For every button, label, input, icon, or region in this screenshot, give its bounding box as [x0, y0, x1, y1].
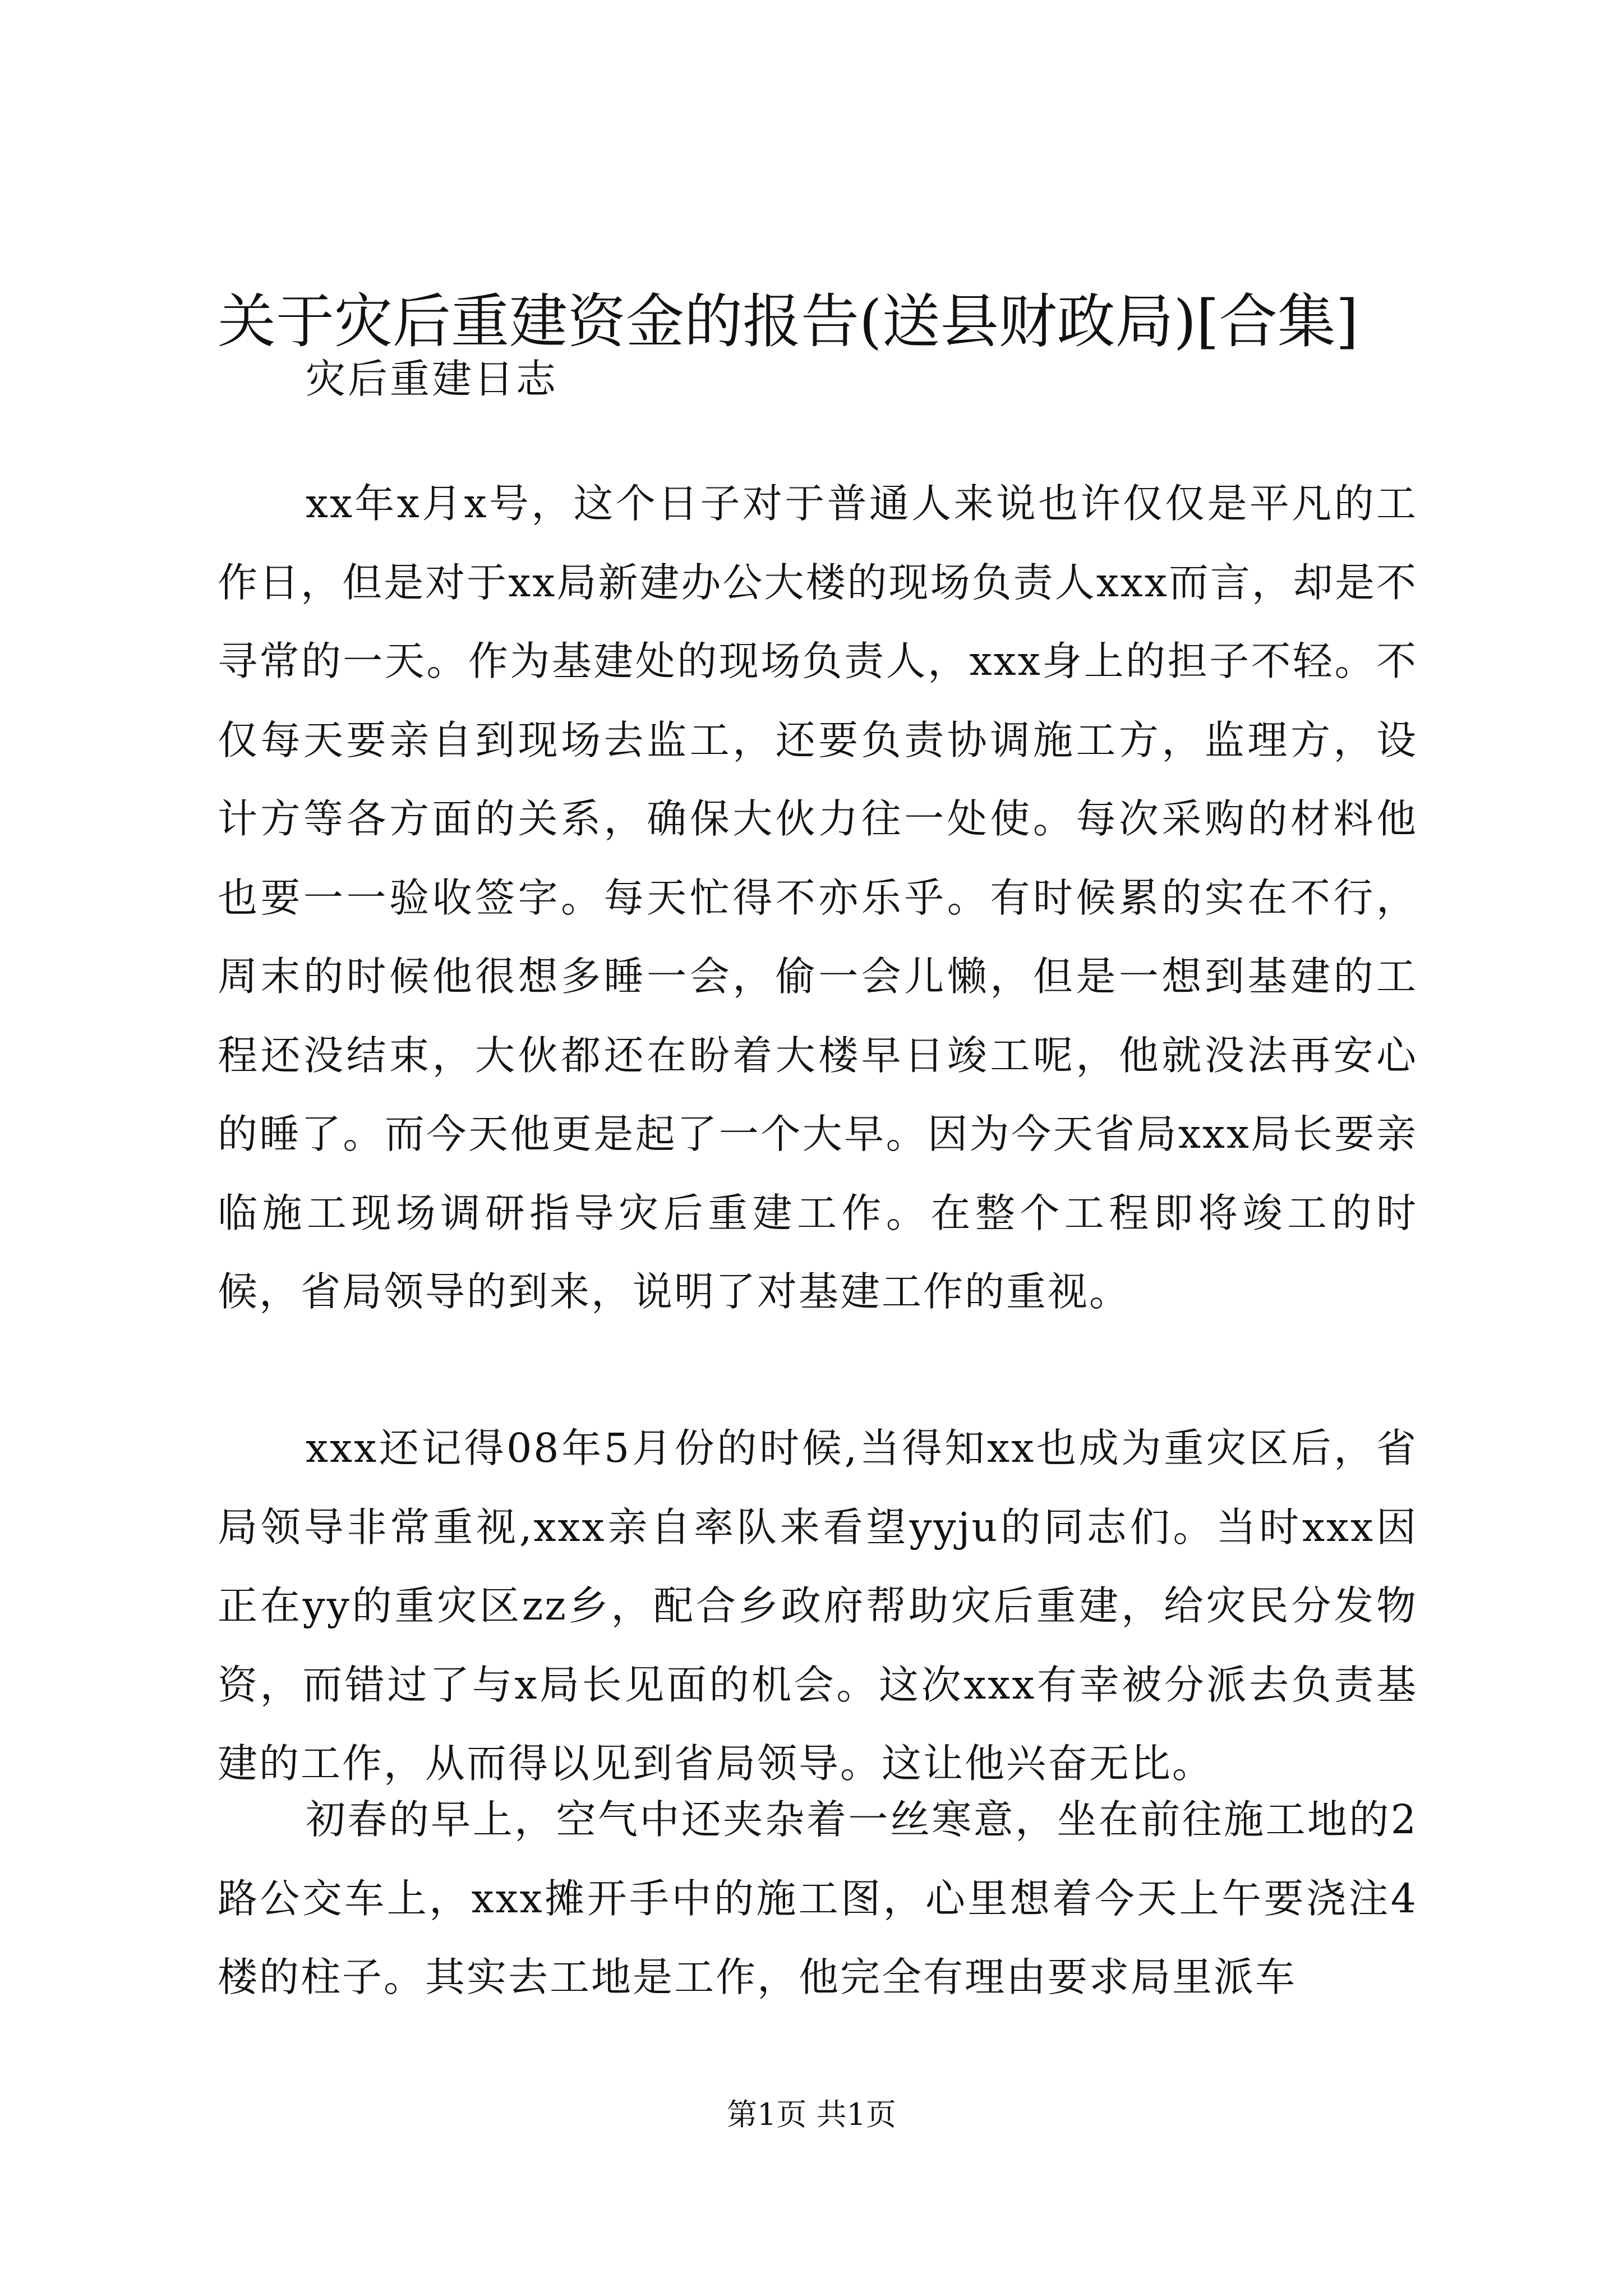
- document-subtitle: 灾后重建日志: [306, 356, 559, 402]
- page-footer: 第1页 共1页: [727, 2097, 896, 2132]
- document-title: 关于灾后重建资金的报告(送县财政局)[合集]: [218, 287, 1359, 356]
- paragraph-2: xxx还记得08年5月份的时候,当得知xx也成为重灾区后，省局领导非常重视,xxx亲自率队来看望yyju的同志们。当时xxx因正在yy的重灾区zz乡，配合乡政府帮助灾后重建，给灾民分发物资，而错过了与x局长见面的机会。这次xxx有幸被分派去负责基建的工作，从而得以见到省局领导。这让他兴奋无比。: [218, 1425, 1418, 1787]
- paragraph-1: xx年x月x号，这个日子对于普通人来说也许仅仅是平凡的工作日，但是对于xx局新建办公大楼的现场负责人xxx而言，却是不寻常的一天。作为基建处的现场负责人，xxx身上的担子不轻。不仅每天要亲自到现场去监工，还要负责协调施工方，监理方，设计方等各方面的关系，确保大伙力往一处使。每次采购的材料他也要一一验收签字。每天忙得不亦乐乎。有时候累的实在不行，周末的时候他很想多睡一会，偷一会儿懒，但是一想到基建的工程还没结束，大伙都还在盼着大楼早日竣工呢，他就没法再安心的睡了。而今天他更是起了一个大早。因为今天省局xxx局长要亲临施工现场调研指导灾后重建工作。在整个工程即将竣工的时候，省局领导的到来，说明了对基建工作的重视。: [218, 480, 1418, 1315]
- paragraph-3: 初春的早上，空气中还夹杂着一丝寒意，坐在前往施工地的2路公交车上，xxx摊开手中的施工图，心里想着今天上午要浇注4楼的柱子。其实去工地是工作，他完全有理由要求局里派车: [218, 1796, 1418, 2000]
